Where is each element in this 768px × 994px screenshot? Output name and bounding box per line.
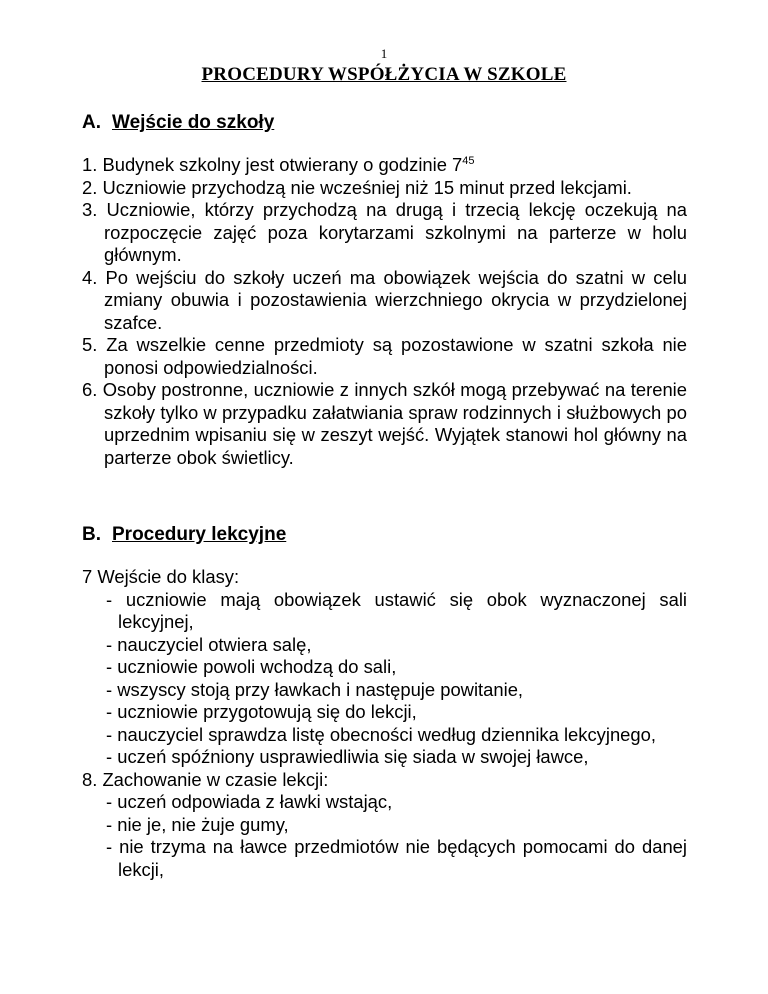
list-item-1-text: 1. Budynek szkolny jest otwierany o godzinie 7 [82,154,463,175]
sub-item: - uczniowie mają obowiązek ustawić się obok wyznaczonej sali lekcyjnej, [106,588,687,632]
section-b-heading [82,524,687,547]
sub-item: - uczniowie przygotowują się do lekcji, [106,701,417,722]
section-a-list [82,154,687,469]
sub-item: - wszyscy stoją przy ławkach i następuje powitanie, [106,678,524,700]
list-item-3: 3. Uczniowie, którzy przychodzą na drugą i trzecią lekcję oczekują na rozpoczęcie zajęć poza korytarzami szkolnymi na parterze w holu głównym. [82,199,687,265]
list-item-1-superscript: 45 [462,154,475,167]
section-b-title: Procedury lekcyjne [112,524,287,545]
section-b-letter: B. [82,524,101,545]
sub-item: - uczniowie powoli wchodzą do sali, [106,656,397,677]
list-item-5: 5. Za wszelkie cenne przedmioty są pozostawione w szatni szkoła nie ponosi odpowiedzialności. [82,334,687,378]
sub-item: - uczeń odpowiada z ławki wstając, [106,791,393,812]
section-a-heading [82,112,687,135]
sub-item: - nie trzyma na ławce przedmiotów nie będących pomocami do danej lekcji, [106,836,687,880]
list-item-6: 6. Osoby postronne, uczniowie z innych szkół mogą przebywać na terenie szkoły tylko w przypadku załatwiania spraw rodzinnych i służbowych po uprzednim wpisaniu się w zeszyt wejść. Wyjątek stanowi hol główny na parterze obok świetlicy. [82,379,687,468]
section-b [82,524,687,547]
sub-item: - nauczyciel sprawdza listę obecności według dziennika lekcyjnego, [106,723,656,745]
section-a-letter: A. [82,112,101,133]
section-a [82,112,687,135]
list-item-4: 4. Po wejściu do szkoły uczeń ma obowiązek wejścia do szatni w celu zmiany obuwia i pozostawienia wierzchniego okrycia w przydzielonej szafce. [82,266,687,333]
list-item-7-title: 7 Wejście do klasy: [82,566,240,587]
list-item-2: 2. Uczniowie przychodzą nie wcześniej niż 15 minut przed lekcjami. [82,176,632,198]
page-number: 1 [380,46,388,61]
sub-item: - nauczyciel otwiera salę, [106,633,312,655]
sub-item: - uczeń spóźniony usprawiedliwia się siada w swojej ławce, [106,746,589,767]
list-item-1 [82,154,687,177]
document-title: PROCEDURY WSPÓŁŻYCIA W SZKOLE [201,64,567,85]
section-b-list [82,566,687,881]
sub-item: - nie je, nie żuje gumy, [106,813,289,835]
list-item-8-title: 8. Zachowanie w czasie lekcji: [82,768,329,790]
section-a-title: Wejście do szkoły [112,112,275,133]
